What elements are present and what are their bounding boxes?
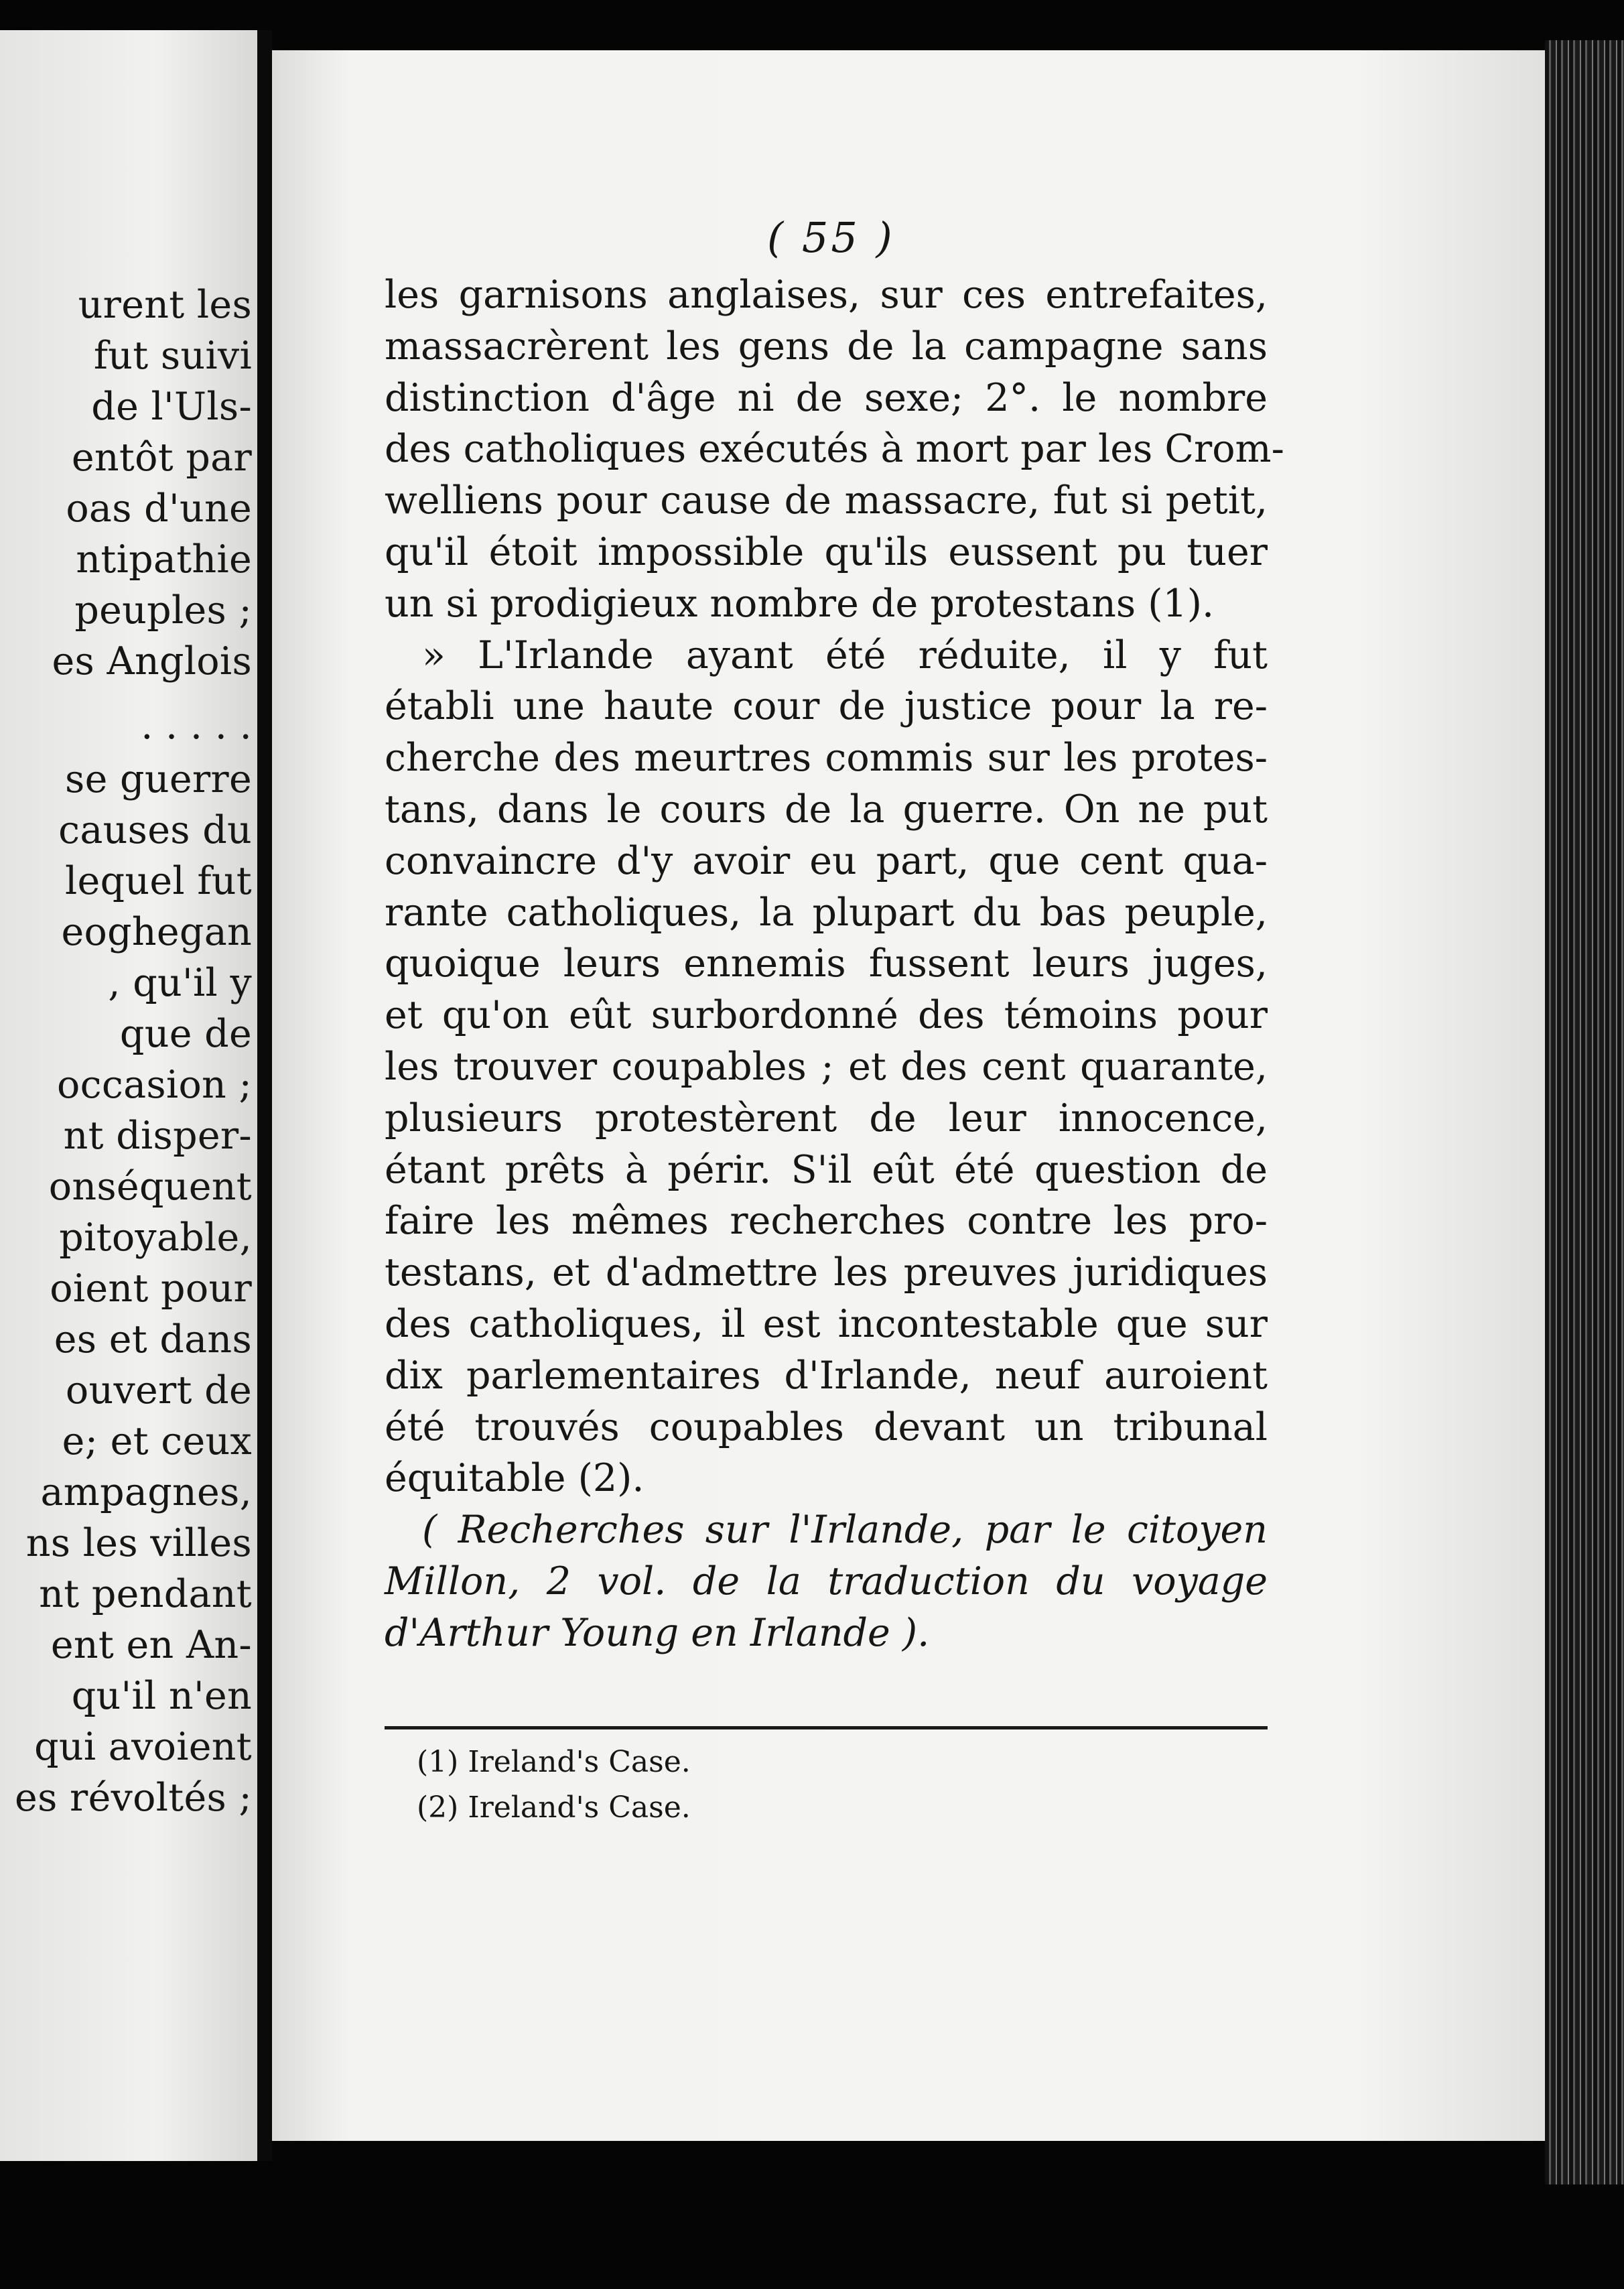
- text-line: établi une haute cour de justice pour la re-: [385, 684, 1268, 729]
- text-line: les trouver coupables ; et des cent quarante,: [385, 1044, 1268, 1089]
- text-line: testans, et d'admettre les preuves juridiques: [385, 1250, 1268, 1295]
- left-page-line: occasion ;: [57, 1063, 252, 1107]
- page-edge: [1545, 40, 1624, 2184]
- bottom-shadow: [272, 2141, 1545, 2289]
- left-page-line: onséquent: [48, 1165, 252, 1209]
- text-line: des catholiques exécutés à mort par les Crom-: [385, 427, 1284, 472]
- footnote: (2) Ireland's Case.: [417, 1790, 691, 1825]
- text-line: et qu'on eût surbordonné des témoins pour: [385, 993, 1268, 1038]
- text-line: rante catholiques, la plupart du bas peuple,: [385, 890, 1268, 935]
- text-line: faire les mêmes recherches contre les pro-: [385, 1199, 1268, 1244]
- citation-line: Millon, 2 vol. de la traduction du voyage: [385, 1559, 1268, 1604]
- text-line: un si prodigieux nombre de protestans (1).: [385, 581, 1215, 626]
- page-number: ( 55 ): [767, 213, 895, 262]
- left-page-line: de l'Uls-: [91, 385, 252, 429]
- text-line: plusieurs protestèrent de leur innocence,: [385, 1096, 1268, 1140]
- left-page-line: nt disper-: [63, 1114, 252, 1158]
- left-page-line: pitoyable,: [59, 1216, 252, 1260]
- left-page-line: e; et ceux: [62, 1419, 252, 1463]
- left-page-line: fut suivi: [93, 334, 252, 378]
- left-page-line: causes du: [58, 808, 252, 852]
- left-page-line: ouvert de: [65, 1368, 252, 1413]
- footnote: (1) Ireland's Case.: [417, 1745, 691, 1779]
- text-line: été trouvés coupables devant un tribunal: [385, 1404, 1268, 1449]
- left-page-line: . . . . .: [141, 704, 252, 748]
- text-line: » L'Irlande ayant été réduite, il y fut: [422, 633, 1268, 677]
- citation-line: d'Arthur Young en Irlande ).: [385, 1610, 930, 1655]
- left-page-line: ns les villes: [25, 1521, 252, 1565]
- left-page-line: oient pour: [50, 1266, 252, 1311]
- footnote-rule: [385, 1726, 1268, 1729]
- text-line: distinction d'âge ni de sexe; 2°. le nombre: [385, 375, 1268, 420]
- left-page-line: es révoltés ;: [15, 1776, 252, 1820]
- text-line: quoique leurs ennemis fussent leurs juges,: [385, 941, 1268, 986]
- body-text: [385, 269, 1284, 1659]
- text-line: convaincre d'y avoir eu part, que cent qua-: [385, 838, 1268, 883]
- left-page-line: ent en An-: [50, 1623, 252, 1667]
- left-page-line: ampagnes,: [40, 1470, 252, 1514]
- footnotes: [417, 1740, 691, 1831]
- left-page-line: eoghegan: [61, 910, 252, 954]
- text-line: tans, dans le cours de la guerre. On ne put: [385, 787, 1268, 832]
- left-page-line: peuples ;: [74, 588, 252, 633]
- left-page: [0, 30, 257, 2161]
- left-page-line: qui avoient: [34, 1725, 252, 1769]
- left-page-line: ntipathie: [76, 537, 252, 582]
- left-page-line: que de: [119, 1012, 252, 1056]
- left-page-line: urent les: [78, 283, 252, 327]
- left-page-line: se guerre: [65, 757, 252, 801]
- left-page-line: , qu'il y: [108, 961, 252, 1005]
- left-page-line: oas d'une: [66, 486, 252, 531]
- left-page-line: nt pendant: [39, 1572, 252, 1616]
- left-page-line: es et dans: [54, 1317, 252, 1362]
- text-line: welliens pour cause de massacre, fut si petit,: [385, 478, 1268, 523]
- left-page-line: lequel fut: [65, 859, 252, 903]
- text-line: des catholiques, il est incontestable que sur: [385, 1301, 1268, 1346]
- text-line: équitable (2).: [385, 1456, 645, 1501]
- left-page-line: es Anglois: [52, 639, 252, 683]
- text-line: massacrèrent les gens de la campagne sans: [385, 324, 1268, 369]
- citation-line: ( Recherches sur l'Irlande, par le citoyen: [422, 1508, 1268, 1553]
- left-page-line: entôt par: [71, 436, 252, 480]
- text-line: dix parlementaires d'Irlande, neuf auroient: [385, 1353, 1268, 1398]
- text-line: cherche des meurtres commis sur les protes-: [385, 736, 1268, 781]
- text-line: qu'il étoit impossible qu'ils eussent pu tuer: [385, 529, 1268, 574]
- text-line: les garnisons anglaises, sur ces entrefaites,: [385, 273, 1268, 317]
- left-page-line: qu'il n'en: [71, 1674, 252, 1718]
- text-line: étant prêts à périr. S'il eût été question de: [385, 1147, 1268, 1192]
- book-gutter: [257, 30, 272, 2161]
